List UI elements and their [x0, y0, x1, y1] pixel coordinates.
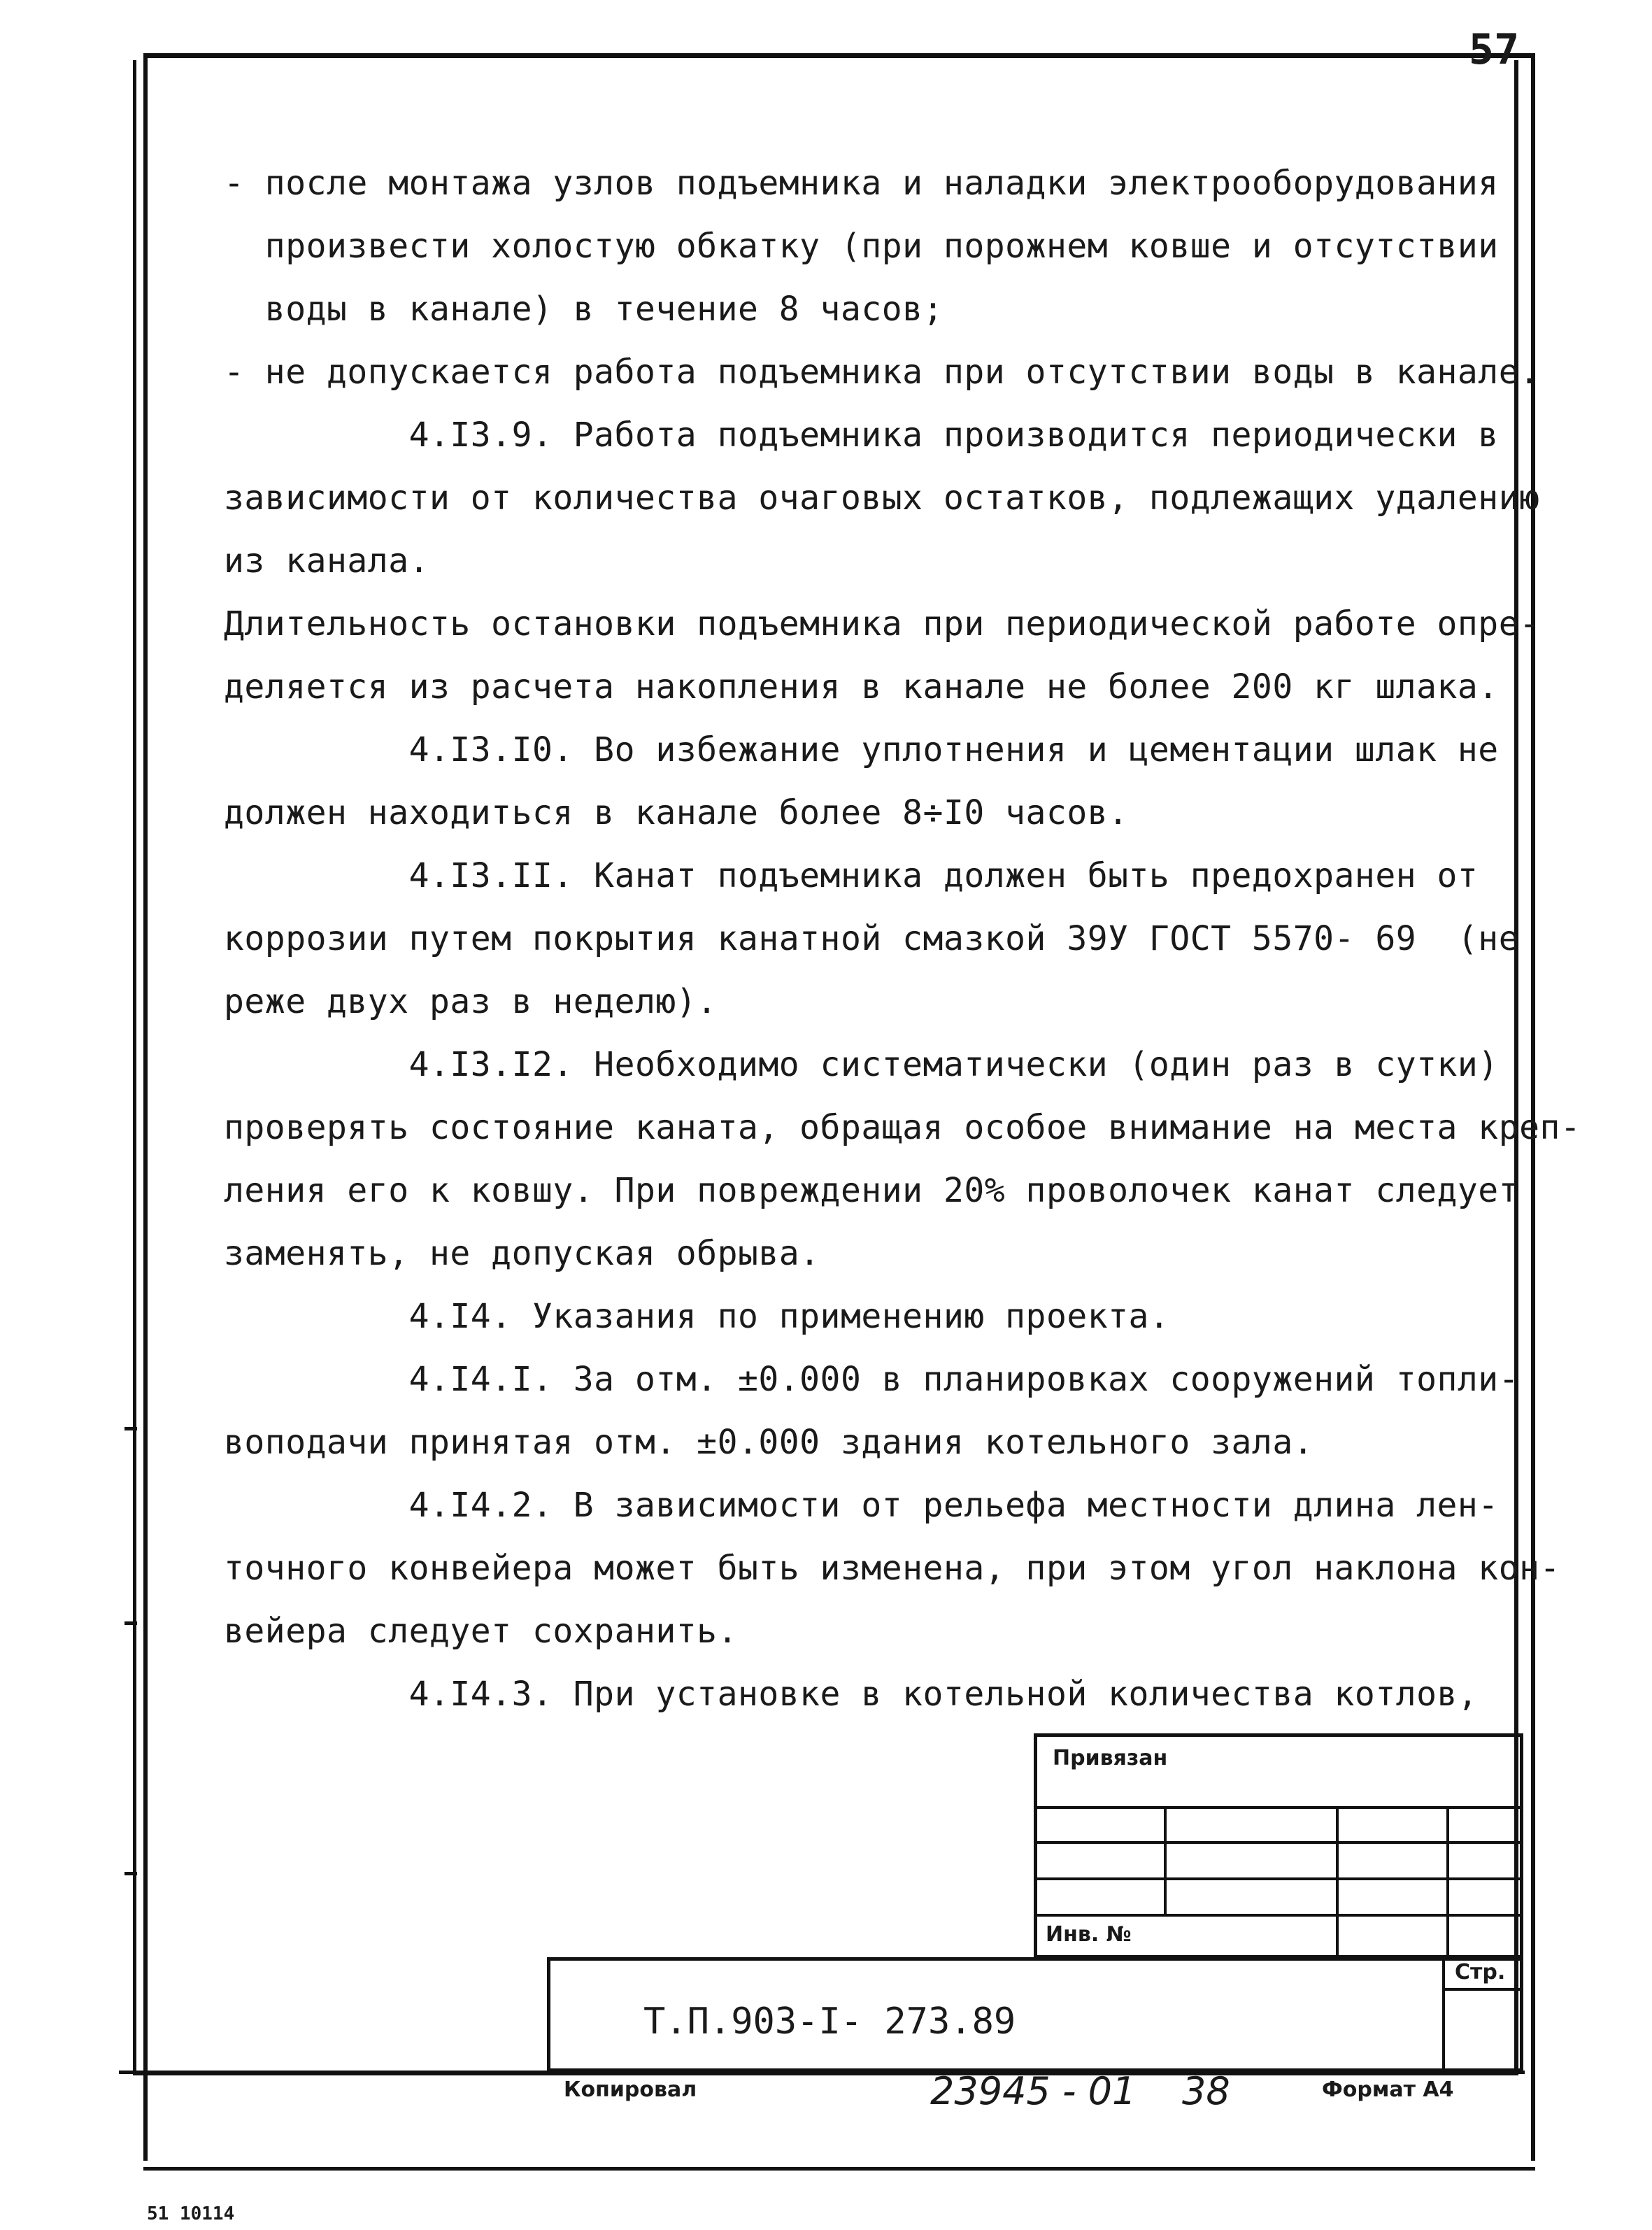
text-line: вейера следует сохранить.: [224, 1612, 738, 1651]
text-line: 4.I4.I. За отм. ±0.000 в планировках сооружений топли-: [224, 1360, 1520, 1399]
text-line: Длительность остановки подъемника при периодической работе опре-: [224, 604, 1540, 644]
text-line: деляется из расчета накопления в канале не более 200 кг шлака.: [224, 667, 1499, 706]
text-line: 4.I3.9. Работа подъемника производится периодически в: [224, 416, 1499, 455]
text-line: из канала.: [224, 541, 429, 581]
text-line: 4.I4.3. При установке в котельной количества котлов,: [224, 1675, 1479, 1714]
text-line: 4.I3.I0. Во избежание уплотнения и цементации шлак не: [224, 730, 1499, 769]
text-line: 4.I4. Указания по применению проекта.: [224, 1297, 1170, 1336]
text-line: воподачи принятая отм. ±0.000 здания котельного зала.: [224, 1423, 1314, 1462]
text-line: заменять, не допуская обрыва.: [224, 1234, 820, 1273]
handwritten-page: 38: [1182, 2069, 1230, 2113]
page-corner-number: 57: [1469, 25, 1520, 74]
text-line: - не допускается работа подъемника при отсутствии воды в канале.: [224, 353, 1540, 392]
text-line: проверять состояние каната, обращая особое внимание на места креп-: [224, 1108, 1581, 1147]
margin-tick: [124, 1621, 137, 1625]
inventory-label: Инв. №: [1046, 1922, 1132, 1947]
text-line: точного конвейера может быть изменена, при этом угол наклона кон-: [224, 1549, 1560, 1588]
text-line: должен находиться в канале более 8÷I0 часов.: [224, 793, 1129, 832]
text-line: коррозии путем покрытия канатной смазкой 39У ГОСТ 5570- 69 (не: [224, 919, 1520, 958]
text-line: ления его к ковшу. При повреждении 20% проволочек канат следует: [224, 1171, 1520, 1210]
text-line: 4.I3.I2. Необходимо систематически (один раз в сутки): [224, 1045, 1499, 1084]
handwritten-number: 23945 - 01: [930, 2069, 1137, 2113]
page-label: Стр.: [1455, 1960, 1506, 1984]
text-line: зависимости от количества очаговых остатков, подлежащих удалению: [224, 478, 1540, 518]
text-line: - после монтажа узлов подъемника и наладки электрооборудования: [224, 164, 1499, 203]
outer-bottom-line: [143, 2167, 1535, 2171]
text-line: воды в канале) в течение 8 часов;: [224, 290, 944, 329]
text-line: реже двух раз в неделю).: [224, 982, 718, 1021]
format-label: Формат А4: [1322, 2078, 1454, 2102]
archive-number: 51 10114: [147, 2203, 235, 2224]
document-code: Т.П.903-I- 273.89: [643, 2001, 1016, 2043]
margin-tick: [124, 1872, 137, 1875]
copied-label: Копировал: [564, 2078, 697, 2102]
margin-tick: [124, 1427, 137, 1430]
text-line: произвести холостую обкатку (при порожнем ковше и отсутствии: [224, 227, 1499, 266]
bound-label: Привязан: [1053, 1746, 1168, 1770]
text-line: 4.I3.II. Канат подъемника должен быть предохранен от: [224, 856, 1479, 895]
text-line: 4.I4.2. В зависимости от рельефа местности длина лен-: [224, 1486, 1499, 1525]
